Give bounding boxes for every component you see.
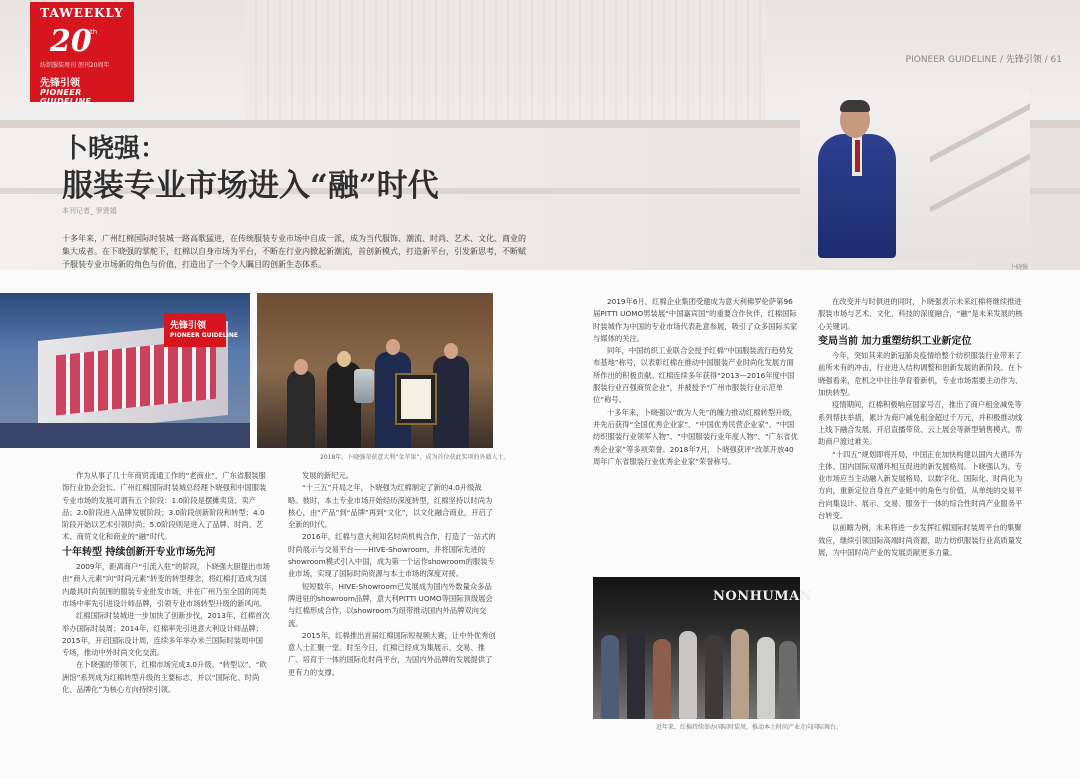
body-paragraph: 作为从事了几十年商贸流通工作的“老商业”，广东省服装服饰行业协会会长、广州红棉国际时装城总经理卜晓强和中国服装专业市场的发展可谓有五个阶段：1.0阶段是摆摊卖货、卖产品；2.0阶段进入品牌发展阶段；3.0阶段创新阶段和转型；4.0阶段开始以艺术引领时尚；5.0阶段则是进入了品牌、时尚、艺术、商贸文化和商业的“融”时代。 [62, 471, 267, 542]
section-name-en: PIONEER GUIDELINE [40, 88, 92, 106]
runway-backdrop-brand: NONHUMAN [713, 589, 813, 604]
page-number: 61 [1050, 55, 1062, 65]
person-hair [840, 100, 870, 112]
model-figure [679, 631, 697, 719]
body-paragraph: 2019年6月，红棉企业集团受邀成为意大利佛罗伦萨第96届PITTI UOMO男装展“中国嘉宾国”的重要合作伙伴，红棉国际时装城作为中国的专业市场代表赴意参展，吸引了众多国际买家与媒体的关注。 [593, 297, 798, 343]
section-heading: 变局当前 加力重塑纺织工业新定位 [818, 335, 972, 347]
person-head [337, 351, 351, 367]
body-column-2 [288, 470, 496, 679]
body-column-4 [818, 296, 1028, 559]
model-figure [705, 635, 723, 719]
body-paragraph: 2016年，红棉与意大利知名时尚机构合作，打造了一站式的时尚展示与交易平台——HIVE-Showroom，并将国际先进的showroom模式引入中国，成为第一个运作showroom的服装专业市场，实现了国际时尚资源与本土市场的深度对接。 [288, 532, 496, 579]
award-photo-caption: 2018年，卜晓强荣获意大利“金苹果”，成为首位获此奖项的外籍人士。 [320, 454, 510, 461]
body-paragraph: 十多年来，卜晓强以“敢为人先”的魄力推动红棉转型升级，并先后获得“全国优秀企业家”、“中国优秀民营企业家”、“中国纺织服装行业领军人物”、“中国服装行业年度人物”、“广东省优秀企业家”等多项荣誉。2018年7月，卜晓强获评“改革开放40周年广东省服装行业优秀企业家”荣誉称号。 [593, 407, 798, 466]
running-header-en: PIONEER GUIDELINE [905, 55, 997, 65]
award-ceremony-photo [257, 293, 493, 448]
anniversary-subtitle: 纺织服装周刊 创刊20周年 [40, 62, 110, 69]
person-tie [855, 140, 860, 172]
body-paragraph: 2009年，距离商户“引流入驻”的阶段，卜晓强大胆提出市场由“商人元素”向“时尚元素”转变的转型理念，将红棉打造成为国内最具时尚氛围的服装专业批发市场，并在广州乃至全国的同类市场中率先引进设计师品牌，引领专业市场转型升级的新风向。 [62, 562, 270, 608]
anniversary-number: 20 [50, 24, 92, 59]
body-paragraph: 同年，中国纺织工业联合会授予红棉“中国服装流行趋势发布基地”称号，以表彰红棉在推动中国服装产业时尚化发展方面所作出的积极贡献。红棉连续多年获得“2013—2016年度中国服装行业百强商贸企业”，并被授予“广州市服装行业示范单位”称号。 [593, 346, 795, 405]
body-paragraph: “十三五”开局之年，卜晓强为红棉制定了新的4.0升级战略。彼时，本土专业市场开始经历深度转型，红棉坚持以时尚为核心，由“产品”到“品牌”再到“文化”，以文化融合商业，开启了全新的时代。 [288, 483, 494, 530]
body-paragraph: “十四五”规划即将开局，中国正在加快构建以国内大循环为主体、国内国际双循环相互促进的新发展格局。卜晓强认为，专业市场应当主动融入新发展格局，以数字化、国际化、时尚化为方向，重新定位自身在产业链中的角色与价值，从单纯的交易平台向集设计、展示、交易、服务于一体的综合性时尚产业服务平台转变。 [818, 449, 1023, 521]
building-sign-en: PIONEER GUIDELINE [170, 332, 238, 339]
model-figure [601, 635, 619, 719]
section-name-cn: 先锋引领 [40, 78, 80, 89]
building-sign-cn: 先锋引领 [170, 321, 207, 331]
anniversary-suffix: th [90, 28, 98, 36]
stair-rail [930, 153, 1030, 212]
body-paragraph: 红棉国际时装城进一步加快了创新步伐，2013年，红棉首次举办国际时装周；2014年，红棉率先引进意大利设计师品牌；2015年，开启国际设计周，连续多年举办米兰国际时装周中国专场，推动中外时尚文化交流。 [62, 611, 270, 658]
brand-wordmark: TAWEEKLY [40, 6, 124, 20]
article-lead: 十多年来，广州红棉国际时装城一路高歌猛进，在传统服装专业市场中自成一派，成为当代服饰、潮流、时尚、艺术、文化、商业的集大成者。在下晓强的掌舵下，红棉以自身市场为平台，不断在行业内掀起新潮流，首创新模式，打造新平台，引发新思考，不断赋予服装专业市场新的角色与价值，打造出了一个令人瞩目的创新生态体系。 [62, 234, 526, 269]
person-head [294, 359, 308, 375]
body-column-3 [593, 296, 800, 468]
body-paragraph: 发展的新纪元。 [302, 471, 354, 480]
building-photo [0, 293, 250, 448]
magazine-logo [30, 2, 134, 106]
body-paragraph: 今年，突如其来的新冠肺炎疫情给整个纺织服装行业带来了前所未有的冲击，行业进入结构调整和创新发展的新阶段。在卜晓强看来，危机之中往往孕育着新机，专业市场需要主动作为、加快转型。 [818, 351, 1023, 398]
body-paragraph: 在卜晓强的带领下，红棉市场完成3.0升级。“转型以”、“欧洲馆”系列成为红棉转型升级的主要标志，并以“国际化、时尚化、品牌化”为核心方向持续引领。 [62, 660, 267, 695]
person-figure [433, 356, 469, 448]
running-header-cn: 先锋引领 [1005, 55, 1042, 65]
runway-photo-caption: 近年来，红棉持续举办国际时装周，推动本土时尚产业走向国际舞台。 [656, 724, 843, 731]
person-head [444, 343, 458, 359]
body-paragraph: 2015年，红棉推出首届红棉国际短视频大赛，让中外优秀创意人士汇聚一堂。时至今日，红棉已经成为集展示、交易、推广、培育于一体的国际化时尚平台，为国内外品牌的发展提供了更有力的支撑。 [288, 630, 496, 677]
running-header: PIONEER GUIDELINE / 先锋引领 / 61 [905, 55, 1062, 65]
runway-photo [593, 577, 813, 719]
building-sign [164, 313, 238, 347]
model-figure [731, 629, 749, 719]
article-title-line2: 服装专业市场进入“融”时代 [62, 168, 439, 204]
portrait-caption: 卜晓强 [1010, 264, 1029, 271]
model-figure [757, 637, 775, 719]
award-certificate [395, 373, 437, 425]
model-figure [627, 627, 645, 719]
body-paragraph: 短短数年，HIVE-Showroom已发展成为国内外数量众多品牌进驻的showroom品牌，意大利PITTI UOMO等国际顶级展会与红棉形成合作，以showroom为纽带推动国内外品牌双向交流。 [288, 581, 493, 628]
body-paragraph: 以前瞻为例，未来将进一步发挥红棉国际时装周平台的集聚效应，继续引领国际高端时尚资源，助力纺织服装行业高质量发展，为中国时尚产业的发展贡献更多力量。 [818, 523, 1023, 557]
street [0, 423, 250, 448]
body-paragraph: 疫情期间，红棉积极响应国家号召，推出了商户租金减免等系列帮扶举措，累计为商户减免租金超过千万元，并积极推动线上线下融合发展，开启直播带货、云上展会等新型销售模式，帮助商户渡过难关。 [818, 400, 1023, 447]
trophy [354, 369, 374, 403]
body-column-1 [62, 470, 270, 696]
section-heading: 十年转型 持续创新开专业市场先河 [62, 546, 216, 558]
portrait-photo [800, 90, 1030, 258]
hero-background-slats [245, 0, 765, 128]
person-head [386, 339, 400, 355]
person-figure [287, 370, 315, 448]
stair-rail [930, 103, 1030, 162]
article-byline: 本刊记者_ 罗贤娟 [62, 207, 117, 215]
article-title-line1: 卜晓强： [62, 134, 167, 164]
body-paragraph: 在改变并与时俱进的同时，卜晓强表示未来红棉将继续推进服装市场与艺术、文化、科技的深度融合，“融”是未来发展的核心关键词。 [818, 297, 1023, 331]
model-figure [653, 639, 671, 719]
model-figure [779, 641, 797, 719]
